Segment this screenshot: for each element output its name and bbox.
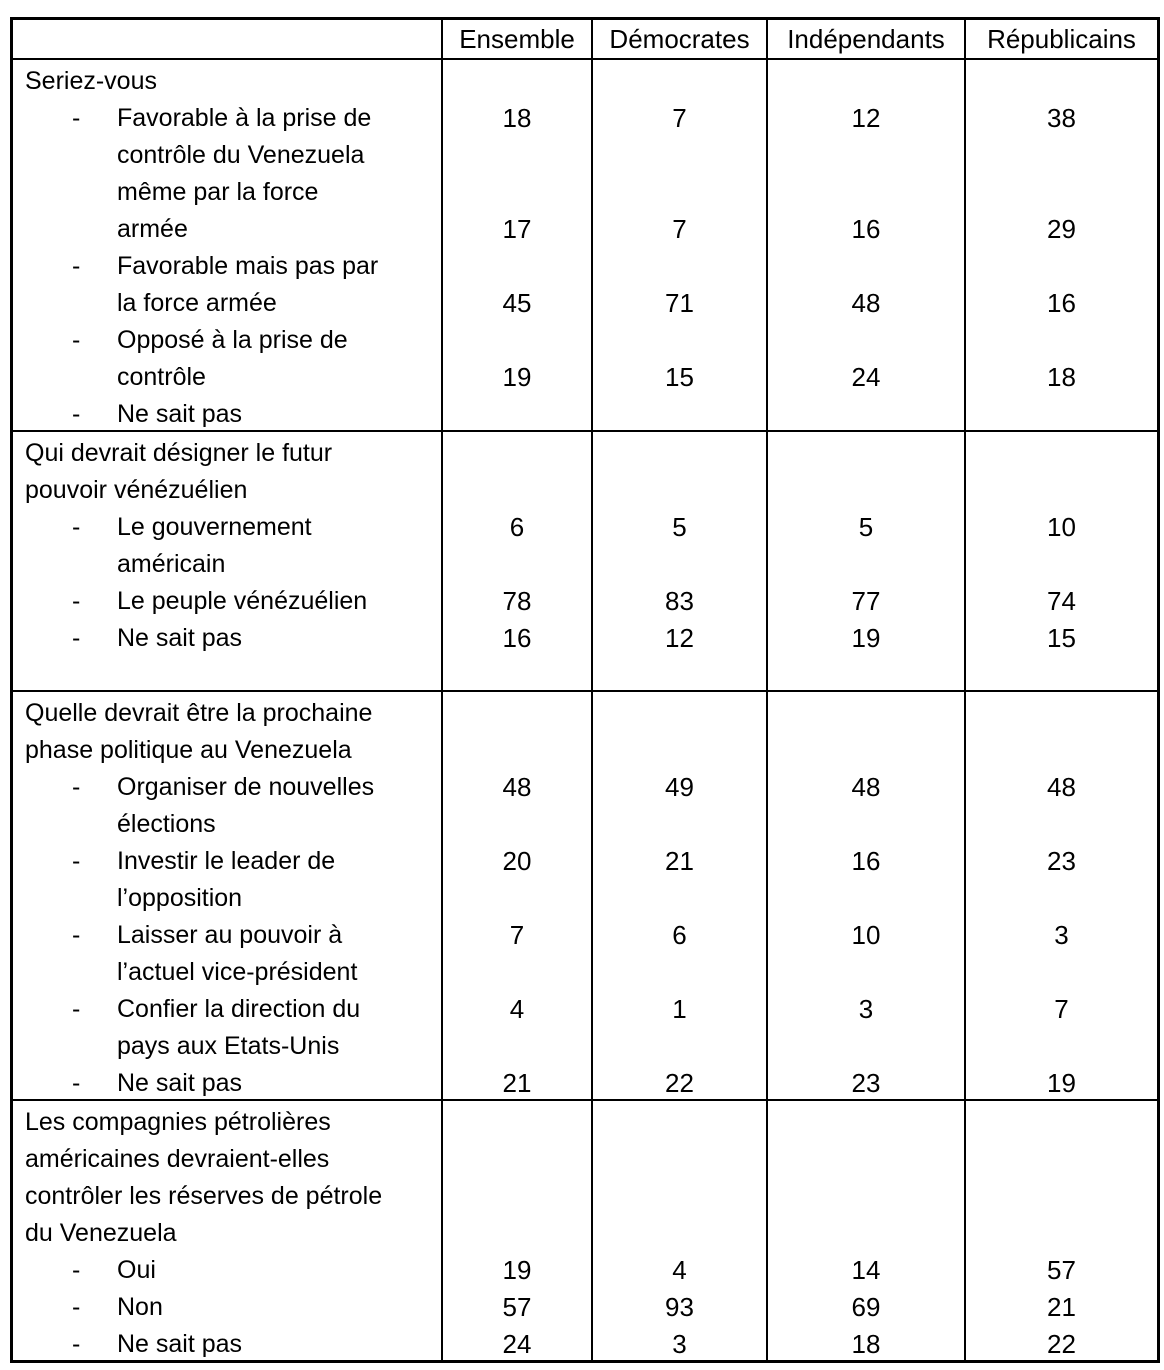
bullet-dash: - bbox=[72, 1330, 81, 1358]
item-text: Favorable mais pas par bbox=[117, 252, 379, 280]
item-text: Opposé à la prise de bbox=[117, 326, 348, 354]
value-cell: 15 bbox=[1047, 623, 1076, 653]
bullet-dash: - bbox=[72, 1256, 81, 1284]
bullet-dash: - bbox=[72, 921, 81, 949]
value-cell: 6 bbox=[509, 512, 525, 542]
table-header-row bbox=[13, 20, 1157, 58]
value-cell: 5 bbox=[672, 512, 687, 542]
value-cell: 69 bbox=[851, 1292, 881, 1322]
value-cell: 17 bbox=[502, 214, 532, 244]
value-cell: 10 bbox=[851, 920, 881, 950]
values-independants bbox=[766, 1101, 964, 1360]
item-line: pays aux Etats-Unis bbox=[117, 1032, 340, 1060]
bullet-dash: - bbox=[72, 513, 81, 541]
section-title-line: Quelle devrait être la prochaine bbox=[25, 699, 373, 727]
item-text: Ne sait pas bbox=[117, 400, 243, 428]
value-cell: 29 bbox=[1047, 214, 1076, 244]
value-cell: 71 bbox=[665, 288, 694, 318]
values-republicains bbox=[964, 60, 1157, 430]
value-cell: 16 bbox=[502, 623, 532, 653]
value-cell: 24 bbox=[502, 1329, 532, 1359]
item-text: Oui bbox=[117, 1256, 156, 1284]
item-text: Le peuple vénézuélien bbox=[117, 587, 368, 615]
value-cell: 57 bbox=[502, 1292, 532, 1322]
item-text: Organiser de nouvelles bbox=[117, 773, 375, 801]
value-cell: 21 bbox=[1047, 1292, 1076, 1322]
column-header-democrates: Démocrates bbox=[591, 20, 766, 58]
values-ensemble bbox=[441, 692, 591, 1099]
item-line: l’opposition bbox=[117, 884, 243, 912]
value-cell: 18 bbox=[502, 103, 532, 133]
value-cell: 19 bbox=[502, 1255, 532, 1285]
item-text: Investir le leader de bbox=[117, 847, 336, 875]
item-text: Ne sait pas bbox=[117, 1330, 243, 1358]
item-line bbox=[25, 248, 441, 285]
item-line: américain bbox=[117, 550, 226, 578]
section-title-line: du Venezuela bbox=[25, 1219, 177, 1247]
column-header-independants: Indépendants bbox=[766, 20, 964, 58]
value-cell: 4 bbox=[509, 994, 525, 1024]
value-cell: 16 bbox=[851, 846, 881, 876]
values-democrates bbox=[591, 432, 766, 690]
value-cell: 3 bbox=[672, 1329, 687, 1359]
values-republicains bbox=[964, 1101, 1157, 1360]
bullet-dash: - bbox=[72, 995, 81, 1023]
section-label-cell bbox=[13, 1101, 441, 1360]
bullet-dash: - bbox=[72, 326, 81, 354]
bullet-dash: - bbox=[72, 104, 81, 132]
bullet-dash: - bbox=[72, 773, 81, 801]
item-line: la force armée bbox=[117, 289, 277, 317]
item-line bbox=[25, 583, 441, 620]
value-cell: 1 bbox=[672, 994, 687, 1024]
value-cell: 14 bbox=[851, 1255, 881, 1285]
section-title-line: Qui devrait désigner le futur bbox=[25, 439, 333, 467]
item-text: Ne sait pas bbox=[117, 1069, 243, 1097]
values-democrates bbox=[591, 692, 766, 1099]
value-cell: 16 bbox=[1047, 288, 1076, 318]
bullet-dash: - bbox=[72, 400, 81, 428]
item-line bbox=[25, 1326, 441, 1360]
value-cell: 7 bbox=[509, 920, 525, 950]
value-cell: 12 bbox=[851, 103, 881, 133]
bullet-dash: - bbox=[72, 624, 81, 652]
section-title-line: phase politique au Venezuela bbox=[25, 736, 352, 764]
values-republicains bbox=[964, 692, 1157, 1099]
value-cell: 6 bbox=[672, 920, 687, 950]
value-cell: 48 bbox=[502, 772, 532, 802]
value-cell: 23 bbox=[1047, 846, 1076, 876]
bullet-dash: - bbox=[72, 587, 81, 615]
value-cell: 7 bbox=[1054, 994, 1069, 1024]
item-text: Favorable à la prise de bbox=[117, 104, 372, 132]
item-line bbox=[25, 1065, 441, 1099]
value-cell: 5 bbox=[858, 512, 874, 542]
section-label-cell bbox=[13, 692, 441, 1099]
section-title-line: pouvoir vénézuélien bbox=[25, 476, 248, 504]
item-text: Non bbox=[117, 1293, 163, 1321]
values-republicains bbox=[964, 432, 1157, 690]
values-democrates bbox=[591, 1101, 766, 1360]
section-compagnies-petrolieres bbox=[13, 1099, 1157, 1360]
item-line bbox=[25, 917, 441, 954]
value-cell: 57 bbox=[1047, 1255, 1076, 1285]
value-cell: 22 bbox=[1047, 1329, 1076, 1359]
value-cell: 74 bbox=[1047, 586, 1076, 616]
item-line: armée bbox=[117, 215, 188, 243]
item-line bbox=[25, 396, 441, 430]
section-label-cell bbox=[13, 60, 441, 430]
value-cell: 19 bbox=[502, 362, 532, 392]
item-text: Confier la direction du bbox=[117, 995, 361, 1023]
section-label-cell bbox=[13, 432, 441, 690]
value-cell: 20 bbox=[502, 846, 532, 876]
item-line bbox=[25, 509, 441, 546]
column-header-republicains: Républicains bbox=[964, 20, 1157, 58]
value-cell: 18 bbox=[851, 1329, 881, 1359]
value-cell: 7 bbox=[672, 214, 687, 244]
value-cell: 78 bbox=[502, 586, 532, 616]
value-cell: 7 bbox=[672, 103, 687, 133]
value-cell: 48 bbox=[851, 288, 881, 318]
value-cell: 83 bbox=[665, 586, 694, 616]
value-cell: 77 bbox=[851, 586, 881, 616]
value-cell: 16 bbox=[851, 214, 881, 244]
item-line: contrôle du Venezuela bbox=[117, 141, 365, 169]
value-cell: 38 bbox=[1047, 103, 1076, 133]
item-text: Le gouvernement bbox=[117, 513, 312, 541]
item-line bbox=[25, 1252, 441, 1289]
values-ensemble bbox=[441, 1101, 591, 1360]
value-cell: 15 bbox=[665, 362, 694, 392]
section-seriez-vous bbox=[13, 58, 1157, 430]
bullet-dash: - bbox=[72, 1069, 81, 1097]
values-independants bbox=[766, 432, 964, 690]
item-line: l’actuel vice-président bbox=[117, 958, 358, 986]
column-header-ensemble: Ensemble bbox=[441, 20, 591, 58]
item-line bbox=[25, 843, 441, 880]
corner-cell bbox=[13, 20, 441, 58]
section-title-line: contrôler les réserves de pétrole bbox=[25, 1182, 383, 1210]
item-text: Ne sait pas bbox=[117, 624, 243, 652]
item-line: contrôle bbox=[117, 363, 206, 391]
item-line bbox=[25, 100, 441, 137]
value-cell: 12 bbox=[665, 623, 694, 653]
value-cell: 3 bbox=[1054, 920, 1069, 950]
value-cell: 48 bbox=[1047, 772, 1076, 802]
value-cell: 48 bbox=[851, 772, 881, 802]
section-title-line: Seriez-vous bbox=[25, 67, 157, 95]
item-line bbox=[25, 1289, 441, 1326]
item-line bbox=[25, 620, 441, 657]
value-cell: 19 bbox=[851, 623, 881, 653]
bullet-dash: - bbox=[72, 847, 81, 875]
value-cell: 21 bbox=[665, 846, 694, 876]
value-cell: 49 bbox=[665, 772, 694, 802]
item-line: même par la force bbox=[117, 178, 319, 206]
value-cell: 21 bbox=[502, 1068, 532, 1098]
bullet-dash: - bbox=[72, 252, 81, 280]
values-independants bbox=[766, 692, 964, 1099]
value-cell: 93 bbox=[665, 1292, 694, 1322]
section-futur-pouvoir bbox=[13, 430, 1157, 690]
value-cell: 23 bbox=[851, 1068, 881, 1098]
values-ensemble bbox=[441, 432, 591, 690]
value-cell: 19 bbox=[1047, 1068, 1076, 1098]
value-cell: 4 bbox=[672, 1255, 687, 1285]
value-cell: 10 bbox=[1047, 512, 1076, 542]
value-cell: 18 bbox=[1047, 362, 1076, 392]
section-title-line: américaines devraient-elles bbox=[25, 1145, 330, 1173]
item-line bbox=[25, 769, 441, 806]
values-ensemble bbox=[441, 60, 591, 430]
item-line: élections bbox=[117, 810, 216, 838]
value-cell: 22 bbox=[665, 1068, 694, 1098]
item-line bbox=[25, 991, 441, 1028]
value-cell: 24 bbox=[851, 362, 881, 392]
section-prochaine-phase bbox=[13, 690, 1157, 1099]
values-independants bbox=[766, 60, 964, 430]
item-text: Laisser au pouvoir à bbox=[117, 921, 343, 949]
value-cell: 45 bbox=[502, 288, 532, 318]
value-cell: 3 bbox=[858, 994, 874, 1024]
bullet-dash: - bbox=[72, 1293, 81, 1321]
values-democrates bbox=[591, 60, 766, 430]
item-line bbox=[25, 322, 441, 359]
poll-results-table bbox=[10, 17, 1160, 1363]
section-title-line: Les compagnies pétrolières bbox=[25, 1108, 331, 1136]
